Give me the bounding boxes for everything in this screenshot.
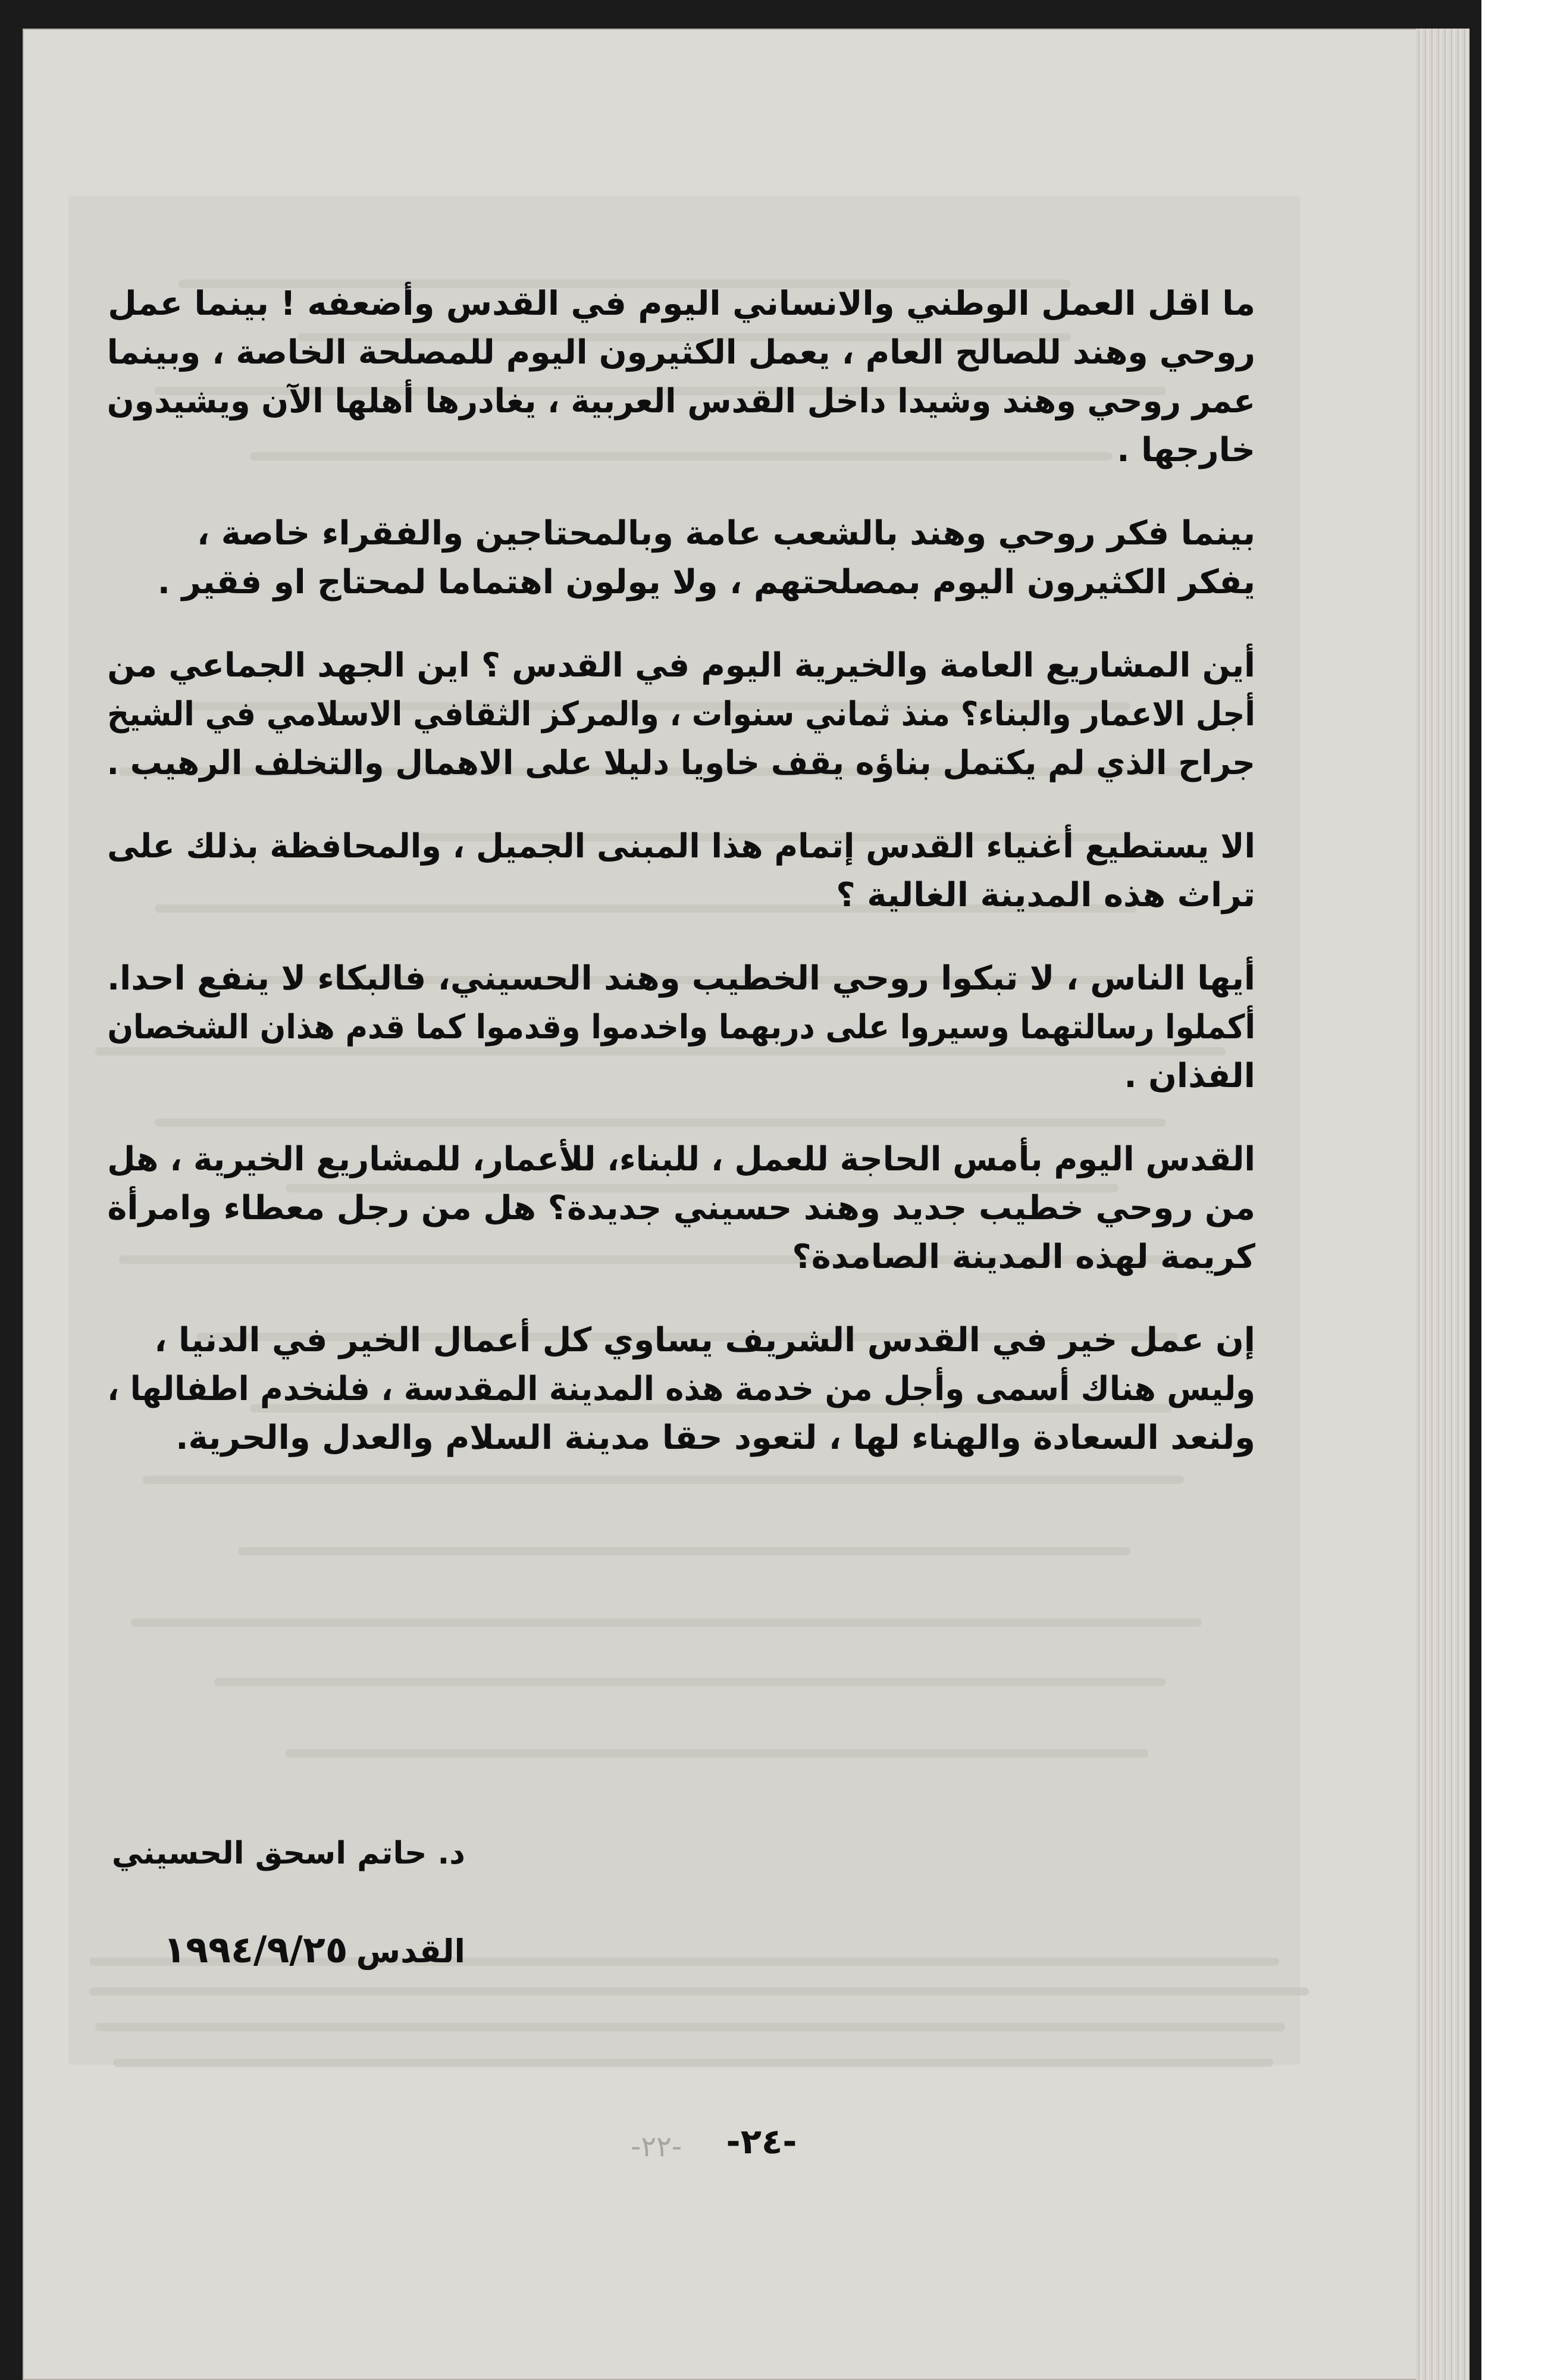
text-line: روحي وهند للصالح العام ، يعمل الكثيرون اليوم للمصلحة الخاصة ، وبينما <box>106 333 1256 372</box>
paragraph <box>107 641 1255 788</box>
text-line: إن عمل خير في القدس الشريف يساوي كل أعمال الخير في الدنيا ، <box>154 1321 1255 1360</box>
text-line: الفذان . <box>1124 1057 1255 1095</box>
paragraph <box>107 954 1255 1101</box>
show-through-line <box>113 2059 1273 2067</box>
show-through-line <box>238 1547 1130 1555</box>
text-line: يفكر الكثيرون اليوم بمصلحتهم ، ولا يولون اهتماما لمحتاج او فقير . <box>157 563 1255 602</box>
stacked-page-edges <box>1416 29 1470 2380</box>
source-name: القدس <box>356 1933 465 1970</box>
text-line: أين المشاريع العامة والخيرية اليوم في القدس ؟ اين الجهد الجماعي من <box>107 646 1255 685</box>
text-line: ما اقل العمل الوطني والانساني اليوم في القدس وأضعفه ! بينما عمل <box>108 284 1255 323</box>
text-line: أيها الناس ، لا تبكوا روحي الخطيب وهند الحسيني، فالبكاء لا ينفع احدا. <box>107 959 1256 998</box>
paragraph <box>107 280 1255 475</box>
text-line: وليس هناك أسمى وأجل من خدمة هذه المدينة المقدسة ، فلنخدم اطفالها ، <box>107 1370 1255 1408</box>
text-line: أكملوا رسالتهما وسيروا على دربهما واخدموا وقدموا كما قدم هذان الشخصان <box>107 1008 1256 1047</box>
text-line: تراث هذه المدينة الغالية ؟ <box>836 876 1255 915</box>
text-line: عمر روحي وهند وشيدا داخل القدس العربية ، يغادرها أهلها الآن ويشيدون <box>106 382 1255 421</box>
text-line: جراح الذي لم يكتمل بناؤه يقف خاويا دليلا على الاهمال والتخلف الرهيب . <box>106 744 1255 782</box>
text-line: أجل الاعمار والبناء؟ منذ ثماني سنوات ، والمركز الثقافي الاسلامي في الشيخ <box>107 695 1256 734</box>
page-number: -٢٤- <box>726 2121 797 2162</box>
text-line: من روحي خطيب جديد وهند حسيني جديدة؟ هل من رجل معطاء وامرأة <box>107 1189 1255 1227</box>
publication-date: ١٩٩٤/٩/٢٥ <box>163 1928 348 1971</box>
source-and-date <box>163 1928 465 1971</box>
paragraph <box>107 1316 1255 1463</box>
paragraph <box>107 509 1255 607</box>
text-line: الا يستطيع أغنياء القدس إتمام هذا المبنى الجميل ، والمحافظة بذلك على <box>107 827 1256 866</box>
text-line: بينما فكر روحي وهند بالشعب عامة وبالمحتاجين والفقراء خاصة ، <box>197 514 1255 553</box>
text-line: ولنعد السعادة والهناء لها ، لتعود حقا مدينة السلام والعدل والحرية. <box>176 1418 1255 1457</box>
show-through-line <box>286 1749 1148 1758</box>
author-signature: د. حاتم اسحق الحسيني <box>111 1836 465 1871</box>
paragraph <box>107 822 1255 920</box>
text-line: القدس اليوم بأمس الحاجة للعمل ، للبناء، للأعمار، للمشاريع الخيرية ، هل <box>107 1140 1256 1179</box>
show-through-line <box>214 1678 1166 1686</box>
article-body <box>107 280 1255 1497</box>
text-line: كريمة لهذه المدينة الصامدة؟ <box>792 1238 1255 1276</box>
show-through-page-number: -٢٢- <box>631 2130 682 2163</box>
text-line: خارجها . <box>1117 431 1255 469</box>
show-through-line <box>89 1987 1309 1996</box>
show-through-line <box>95 2023 1285 2031</box>
paragraph <box>107 1135 1255 1282</box>
show-through-line <box>131 1618 1202 1627</box>
